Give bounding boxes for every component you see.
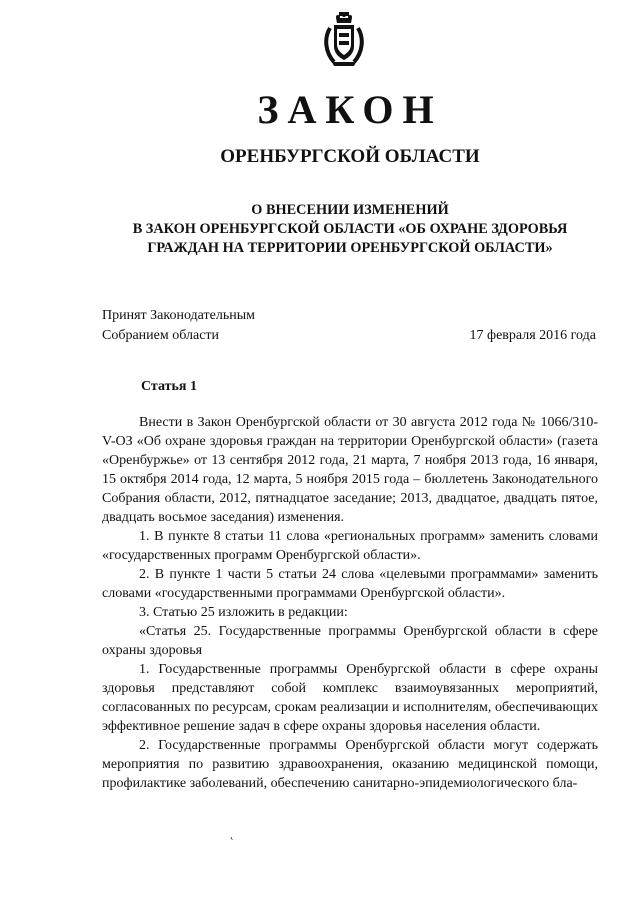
paragraph: Внести в Закон Оренбургской области от 30 августа 2012 года № 1066/310-V-ОЗ «Об охране здоровья граждан на территории Оренбургской области» (газета «Оренбуржье» от 13 сентября 2012 года, 21 марта, 7 ноября 2013 года, 16 января, 15 октября 2014 года, 12 марта, 5 ноября 2015 года – бюллетень Законодательного Собрания области, 2012, пятнадцатое заседание; 2013, двадцатое, двадцать пятое, двадцать восьмое заседания) изменения. [102,415,598,525]
paragraph: 1. В пункте 8 статьи 11 слова «региональных программ» заменить словами «государственных программ Оренбургской области». [102,529,598,563]
law-title-line: В ЗАКОН ОРЕНБУРГСКОЙ ОБЛАСТИ «ОБ ОХРАНЕ ЗДОРОВЬЯ [132,221,568,237]
paragraph: 2. Государственные программы Оренбургской области могут содержать мероприятия по развитию здравоохранения, оказанию медицинской помощи, профилактике заболеваний, обеспечению санитарно-эпидемиологического бла- [102,738,598,791]
article-heading: Статья 1 [141,379,197,394]
paragraph: 1. Государственные программы Оренбургской области в сфере охраны здоровья представляют собой комплекс взаимоувязанных мероприятий, согласованных по ресурсам, срокам реализации и исполнителям, обеспечивающих эффективное решение задач в сфере охраны здоровья населения области. [102,662,598,734]
law-title-line: О ВНЕСЕНИИ ИЗМЕНЕНИЙ [251,202,449,218]
paragraph: 2. В пункте 1 части 5 статьи 24 слова «целевыми программами» заменить словами «государственными программами Оренбургской области». [102,567,598,601]
document-title: ЗАКОН [257,87,443,132]
adoption-line: Собранием области [102,328,220,343]
paragraph: «Статья 25. Государственные программы Оренбургской области в сфере охраны здоровья [102,624,598,658]
adoption-line: Принят Законодательным [102,308,255,323]
law-title-line: ГРАЖДАН НА ТЕРРИТОРИИ ОРЕНБУРГСКОЙ ОБЛАСТИ» [147,240,553,256]
article-body [102,413,598,793]
paragraph: 3. Статью 25 изложить в редакции: [139,605,348,620]
adoption-info [102,306,255,346]
adoption-date: 17 февраля 2016 года [469,328,596,343]
scan-mark: ˛ [230,826,234,840]
document-subtitle: ОРЕНБУРГСКОЙ ОБЛАСТИ [220,146,480,167]
law-title [0,201,640,258]
coat-of-arms-icon [324,12,364,66]
